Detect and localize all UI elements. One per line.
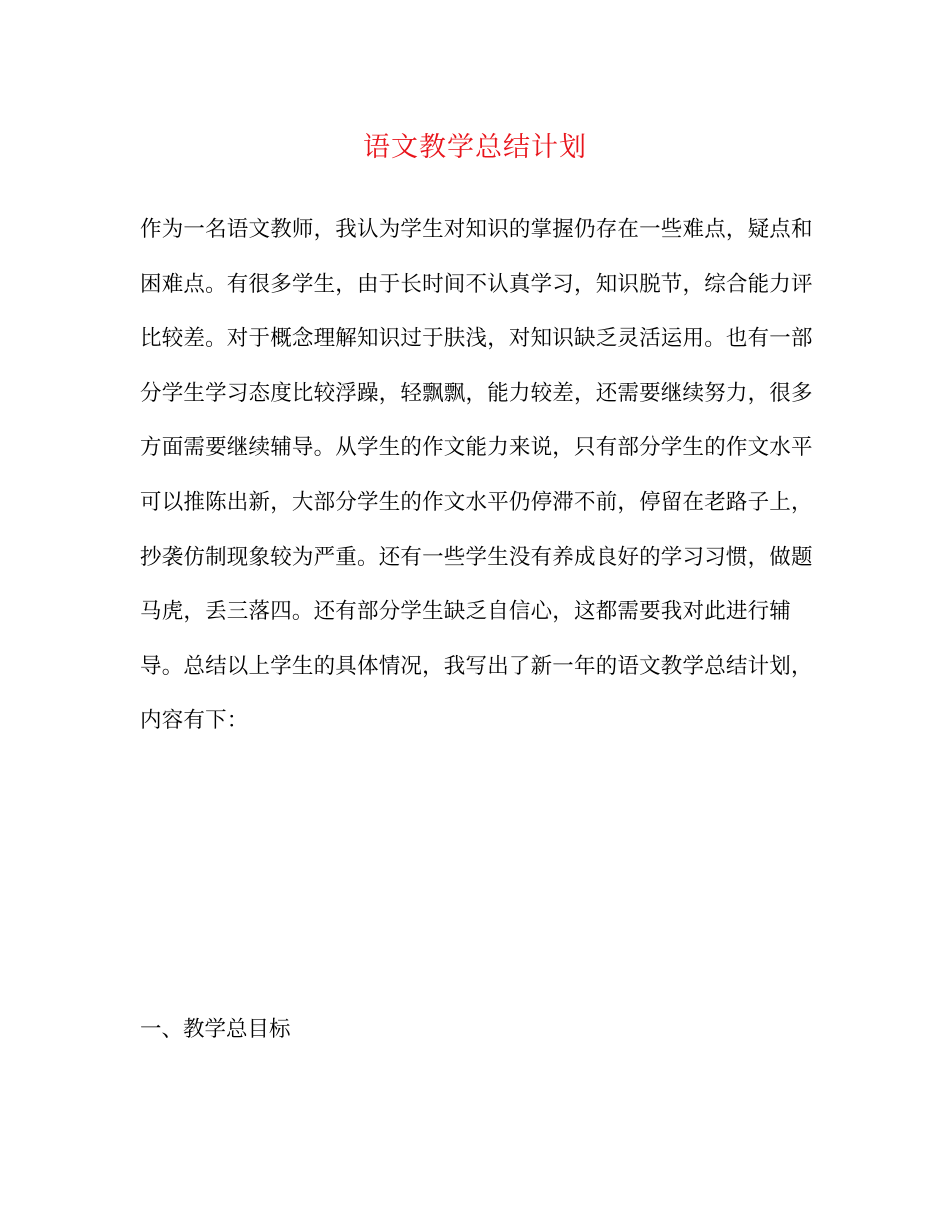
paragraph-line: 比较差。对于概念理解知识过于肤浅，对知识缺乏灵活运用。也有一部 <box>140 326 813 352</box>
paragraph-line: 作为一名语文教师，我认为学生对知识的掌握仍存在一些难点，疑点和 <box>140 217 813 242</box>
paragraph-line: 可以推陈出新，大部分学生的作文水平仍停滞不前，停留在老路子上， <box>140 489 813 515</box>
paragraph-line: 抄袭仿制现象较为严重。还有一些学生没有养成良好的学习习惯，做题 <box>140 544 813 570</box>
intro-paragraph <box>140 212 815 758</box>
paragraph-line: 方面需要继续辅导。从学生的作文能力来说，只有部分学生的作文水平 <box>140 435 813 461</box>
document-title: 语文教学总结计划 <box>363 132 587 163</box>
paragraph-line: 导。总结以上学生的具体情况，我写出了新一年的语文教学总结计划， <box>140 653 813 679</box>
paragraph-line: 内容有下： <box>140 708 249 734</box>
paragraph-line: 分学生学习态度比较浮躁，轻飘飘，能力较差，还需要继续努力，很多 <box>140 380 813 406</box>
section-heading: 一、教学总目标 <box>140 1017 291 1042</box>
paragraph-line: 困难点。有很多学生，由于长时间不认真学习，知识脱节，综合能力评 <box>140 271 813 297</box>
paragraph-line: 马虎，丢三落四。还有部分学生缺乏自信心，这都需要我对此进行辅 <box>140 599 792 625</box>
